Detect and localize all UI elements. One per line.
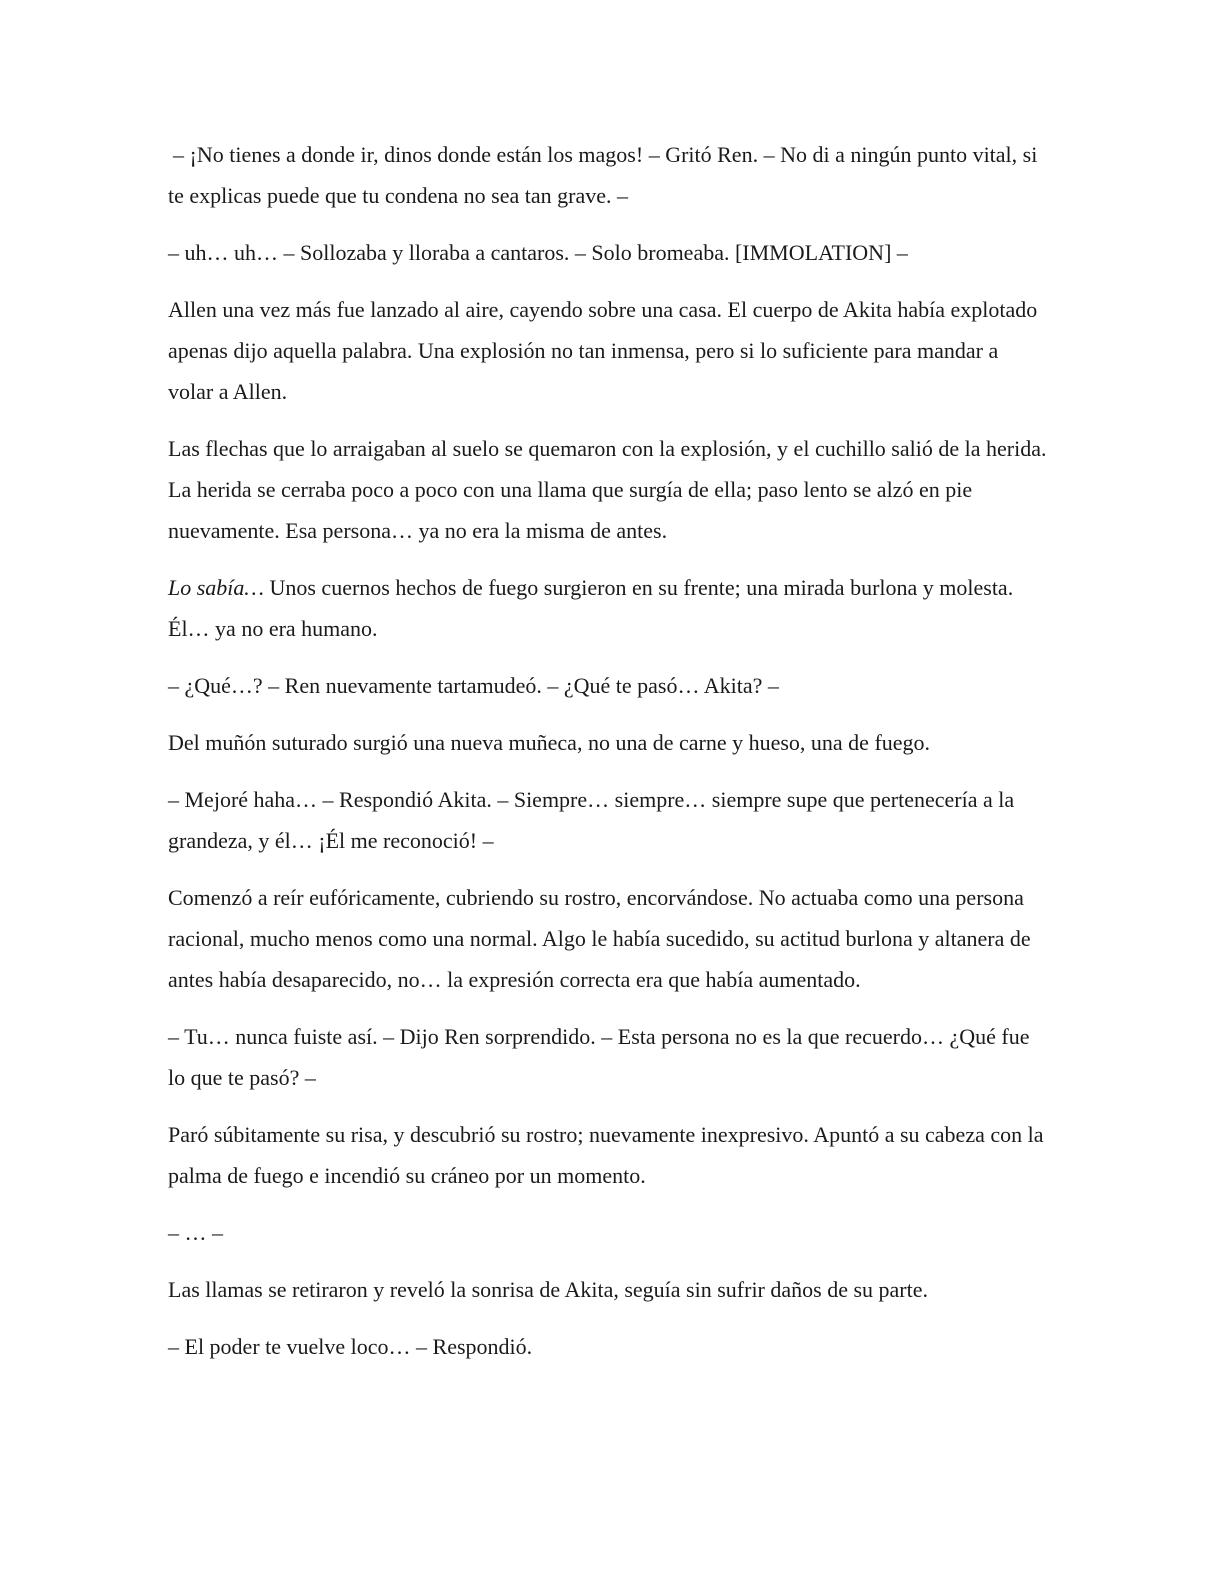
paragraph: – Tu… nunca fuiste así. – Dijo Ren sorprendido. – Esta persona no es la que recuerdo… ¿Qué fue lo que te pasó? – [168,1024,1030,1090]
paragraph: – uh… uh… – Sollozaba y lloraba a cantaros. – Solo bromeaba. [IMMOLATION] – [168,240,908,265]
paragraph: Comenzó a reír eufóricamente, cubriendo su rostro, encorvándose. No actuaba como una persona racional, mucho menos como una normal. Algo le había sucedido, su actitud burlona y altanera de antes había desaparecido, no… la expresión correcta era que había aumentado. [168,885,1031,992]
paragraph: – Mejoré haha… – Respondió Akita. – Siempre… siempre… siempre supe que pertenecería a la grandeza, y él… ¡Él me reconoció! – [168,787,1015,853]
paragraph: Paró súbitamente su risa, y descubrió su rostro; nuevamente inexpresivo. Apuntó a su cabeza con la palma de fuego e incendió su cráneo por un momento. [168,1122,1044,1188]
paragraph: – El poder te vuelve loco… – Respondió. [168,1334,533,1359]
paragraph [168,567,1048,649]
paragraph: – ¡No tienes a donde ir, dinos donde están los magos! – Gritó Ren. – No di a ningún punto vital, si te explicas puede que tu condena no sea tan grave. – [168,142,1038,208]
paragraph-text: Unos cuernos hechos de fuego surgieron en su frente; una mirada burlona y molesta. Él… ya no era humano. [168,575,1014,641]
paragraph: Las flechas que lo arraigaban al suelo se quemaron con la explosión, y el cuchillo salió de la herida. La herida se cerraba poco a poco con una llama que surgía de ella; paso lento se alzó en pie nuevamente. Esa persona… ya no era la misma de antes. [168,436,1047,543]
italic-phrase: Lo sabía… [168,575,264,600]
paragraph: – … – [168,1220,223,1245]
document-page [168,134,1048,1383]
paragraph: Las llamas se retiraron y reveló la sonrisa de Akita, seguía sin sufrir daños de su parte. [168,1277,928,1302]
paragraph: – ¿Qué…? – Ren nuevamente tartamudeó. – ¿Qué te pasó… Akita? – [168,673,779,698]
paragraph: Del muñón suturado surgió una nueva muñeca, no una de carne y hueso, una de fuego. [168,730,931,755]
paragraph: Allen una vez más fue lanzado al aire, cayendo sobre una casa. El cuerpo de Akita había explotado apenas dijo aquella palabra. Una explosión no tan inmensa, pero si lo suficiente para mandar a volar a Allen. [168,297,1038,404]
